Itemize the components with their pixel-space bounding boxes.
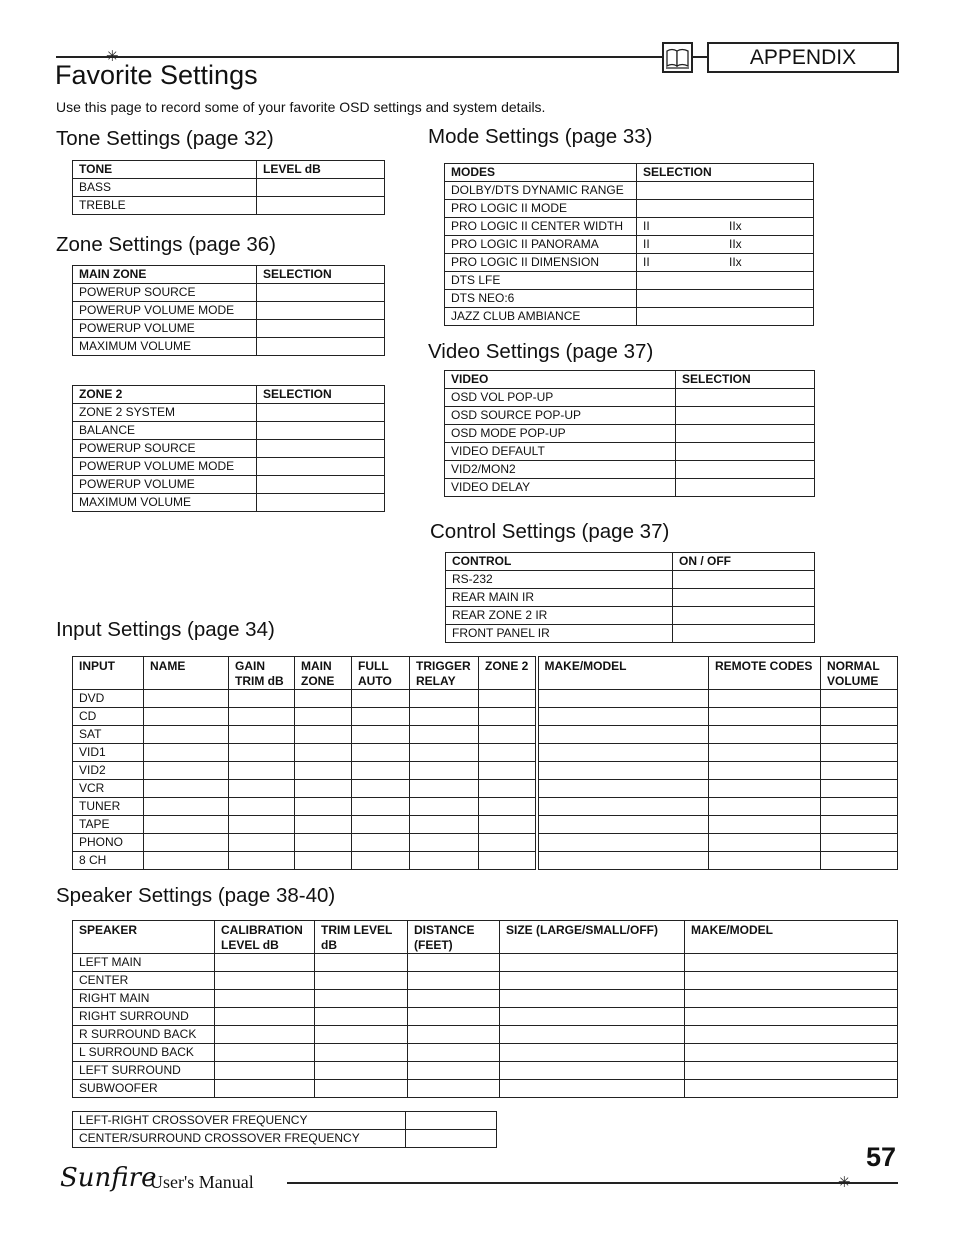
entry-cell	[257, 338, 385, 356]
entry-cell	[406, 1112, 497, 1130]
row-label: SAT	[73, 726, 144, 744]
mode-section-title: Mode Settings (page 33)	[428, 125, 653, 148]
table-row	[73, 1008, 898, 1026]
row-label: BASS	[73, 179, 257, 197]
table-header-row	[73, 657, 898, 690]
zone-section-title: Zone Settings (page 36)	[56, 233, 276, 256]
table-row	[445, 443, 815, 461]
table-row	[445, 182, 814, 200]
row-label: VID1	[73, 744, 144, 762]
table-row	[73, 458, 385, 476]
table-row	[445, 461, 815, 479]
control-table	[445, 552, 815, 643]
row-label: SUBWOOFER	[73, 1080, 215, 1098]
row-label: TUNER	[73, 798, 144, 816]
row-label: POWERUP VOLUME MODE	[73, 458, 257, 476]
column-header: SPEAKER	[73, 921, 215, 954]
table-row	[73, 197, 385, 215]
entry-cell	[406, 1130, 497, 1148]
entry-cell	[637, 308, 814, 326]
entry-cell	[637, 272, 814, 290]
page-number: 57	[866, 1142, 897, 1172]
table-header-row	[445, 164, 814, 182]
table-row	[73, 762, 898, 780]
table-row	[73, 1112, 497, 1130]
option-ii: II	[643, 219, 650, 233]
header-rule	[56, 56, 662, 58]
table-row	[446, 589, 815, 607]
row-label: POWERUP VOLUME	[73, 476, 257, 494]
intro-text: Use this page to record some of your favorite OSD settings and system details.	[56, 99, 546, 115]
row-label: OSD MODE POP-UP	[445, 425, 676, 443]
row-label: VID2/MON2	[445, 461, 676, 479]
table-row	[73, 1130, 497, 1148]
table-row	[73, 302, 385, 320]
table-row	[446, 607, 815, 625]
row-label: LEFT SURROUND	[73, 1062, 215, 1080]
option-cell	[637, 236, 814, 254]
header-rule-right	[693, 56, 707, 58]
table-row	[73, 834, 898, 852]
table-row	[445, 389, 815, 407]
entry-cell	[637, 182, 814, 200]
main-zone-table	[72, 265, 385, 356]
option-iix: IIx	[729, 255, 742, 269]
table-header-row	[73, 386, 385, 404]
row-label: BALANCE	[73, 422, 257, 440]
table-row	[446, 625, 815, 643]
column-header: VIDEO	[445, 371, 676, 389]
crossover-table	[72, 1111, 497, 1148]
tone-table	[72, 160, 385, 215]
mode-table	[444, 163, 814, 326]
row-label: DVD	[73, 690, 144, 708]
column-header: ON / OFF	[673, 553, 815, 571]
row-label: LEFT MAIN	[73, 954, 215, 972]
column-header: MODES	[445, 164, 637, 182]
row-label: TREBLE	[73, 197, 257, 215]
row-label: POWERUP SOURCE	[73, 440, 257, 458]
column-header: NORMAL VOLUME	[821, 657, 898, 690]
column-header: NAME	[144, 657, 229, 690]
entry-cell	[676, 443, 815, 461]
row-label: DOLBY/DTS DYNAMIC RANGE	[445, 182, 637, 200]
table-row	[73, 798, 898, 816]
row-label: POWERUP VOLUME MODE	[73, 302, 257, 320]
table-row	[445, 254, 814, 272]
entry-cell	[637, 200, 814, 218]
table-row	[73, 1080, 898, 1098]
row-label: REAR ZONE 2 IR	[446, 607, 673, 625]
table-row	[73, 990, 898, 1008]
option-cell	[637, 218, 814, 236]
row-label: DTS LFE	[445, 272, 637, 290]
entry-cell	[676, 425, 815, 443]
star-ornament: ✳	[838, 1174, 851, 1191]
column-header: GAIN TRIM dB	[229, 657, 295, 690]
entry-cell	[257, 440, 385, 458]
row-label: JAZZ CLUB AMBIANCE	[445, 308, 637, 326]
row-label: TAPE	[73, 816, 144, 834]
row-label: RIGHT SURROUND	[73, 1008, 215, 1026]
row-label: CENTER/SURROUND CROSSOVER FREQUENCY	[73, 1130, 406, 1148]
entry-cell	[257, 197, 385, 215]
option-iix: IIx	[729, 237, 742, 251]
column-header: REMOTE CODES	[709, 657, 821, 690]
table-row	[73, 284, 385, 302]
column-header: ZONE 2	[479, 657, 537, 690]
table-header-row	[73, 921, 898, 954]
video-section-title: Video Settings (page 37)	[428, 340, 654, 363]
row-label: FRONT PANEL IR	[446, 625, 673, 643]
table-row	[73, 726, 898, 744]
table-row	[73, 816, 898, 834]
brand-logo: Sunfire	[60, 1163, 157, 1193]
video-table	[444, 370, 815, 497]
column-header: SELECTION	[257, 266, 385, 284]
table-row	[73, 404, 385, 422]
entry-cell	[257, 422, 385, 440]
table-row	[73, 708, 898, 726]
entry-cell	[257, 404, 385, 422]
entry-cell	[257, 494, 385, 512]
column-header: LEVEL dB	[257, 161, 385, 179]
table-row	[73, 179, 385, 197]
column-header: SELECTION	[676, 371, 815, 389]
row-label: PHONO	[73, 834, 144, 852]
table-row	[73, 744, 898, 762]
input-table	[72, 656, 898, 870]
table-row	[445, 479, 815, 497]
entry-cell	[676, 389, 815, 407]
table-row	[445, 407, 815, 425]
table-header-row	[73, 161, 385, 179]
column-header: CONTROL	[446, 553, 673, 571]
entry-cell	[257, 179, 385, 197]
table-row	[445, 218, 814, 236]
manual-label: User's Manual	[150, 1172, 254, 1192]
table-row	[73, 1044, 898, 1062]
speaker-section-title: Speaker Settings (page 38-40)	[56, 884, 336, 907]
zone2-table	[72, 385, 385, 512]
option-ii: II	[643, 237, 650, 251]
table-row	[73, 852, 898, 870]
row-label: PRO LOGIC II PANORAMA	[445, 236, 637, 254]
row-label: PRO LOGIC II MODE	[445, 200, 637, 218]
entry-cell	[257, 284, 385, 302]
row-label: 8 CH	[73, 852, 144, 870]
column-header: SELECTION	[637, 164, 814, 182]
table-header-row	[446, 553, 815, 571]
option-iix: IIx	[729, 219, 742, 233]
row-label: R SURROUND BACK	[73, 1026, 215, 1044]
column-header: TONE	[73, 161, 257, 179]
column-header: MAKE/MODEL	[537, 657, 709, 690]
table-row	[445, 272, 814, 290]
row-label: LEFT-RIGHT CROSSOVER FREQUENCY	[73, 1112, 406, 1130]
entry-cell	[257, 320, 385, 338]
row-label: ZONE 2 SYSTEM	[73, 404, 257, 422]
table-row	[73, 1062, 898, 1080]
table-row	[73, 954, 898, 972]
row-label: CENTER	[73, 972, 215, 990]
table-row	[445, 308, 814, 326]
tone-section-title: Tone Settings (page 32)	[56, 127, 274, 150]
entry-cell	[673, 589, 815, 607]
row-label: REAR MAIN IR	[446, 589, 673, 607]
column-header: MAIN ZONE	[295, 657, 352, 690]
column-header: CALIBRATION LEVEL dB	[215, 921, 315, 954]
row-label: MAXIMUM VOLUME	[73, 338, 257, 356]
entry-cell	[676, 479, 815, 497]
table-row	[73, 1026, 898, 1044]
row-label: VIDEO DEFAULT	[445, 443, 676, 461]
star-ornament: ✳	[106, 48, 119, 65]
row-label: VIDEO DELAY	[445, 479, 676, 497]
entry-cell	[257, 458, 385, 476]
table-row	[73, 690, 898, 708]
table-row	[73, 338, 385, 356]
row-label: CD	[73, 708, 144, 726]
column-header: INPUT	[73, 657, 144, 690]
row-label: MAXIMUM VOLUME	[73, 494, 257, 512]
column-header: FULL AUTO	[352, 657, 410, 690]
option-cell	[637, 254, 814, 272]
table-row	[73, 494, 385, 512]
entry-cell	[257, 476, 385, 494]
book-icon	[662, 42, 693, 73]
column-header: TRIGGER RELAY	[410, 657, 479, 690]
table-row	[73, 972, 898, 990]
column-header: SELECTION	[257, 386, 385, 404]
row-label: DTS NEO:6	[445, 290, 637, 308]
footer-rule	[287, 1182, 898, 1184]
table-header-row	[73, 266, 385, 284]
row-label: OSD SOURCE POP-UP	[445, 407, 676, 425]
table-row	[73, 440, 385, 458]
table-row	[445, 425, 815, 443]
row-label: PRO LOGIC II DIMENSION	[445, 254, 637, 272]
table-row	[445, 290, 814, 308]
section-label: APPENDIX	[707, 42, 899, 73]
table-row	[445, 236, 814, 254]
entry-cell	[637, 290, 814, 308]
column-header: MAIN ZONE	[73, 266, 257, 284]
entry-cell	[673, 607, 815, 625]
table-row	[446, 571, 815, 589]
row-label: VCR	[73, 780, 144, 798]
column-header: SIZE (LARGE/SMALL/OFF)	[500, 921, 685, 954]
table-header-row	[445, 371, 815, 389]
column-header: DISTANCE (FEET)	[408, 921, 500, 954]
entry-cell	[676, 407, 815, 425]
row-label: OSD VOL POP-UP	[445, 389, 676, 407]
table-row	[73, 422, 385, 440]
entry-cell	[673, 625, 815, 643]
speaker-table	[72, 920, 898, 1098]
control-section-title: Control Settings (page 37)	[430, 520, 670, 543]
table-row	[73, 780, 898, 798]
page-title: Favorite Settings	[55, 60, 258, 90]
column-header: ZONE 2	[73, 386, 257, 404]
input-section-title: Input Settings (page 34)	[56, 618, 275, 641]
table-row	[73, 320, 385, 338]
row-label: VID2	[73, 762, 144, 780]
entry-cell	[676, 461, 815, 479]
entry-cell	[673, 571, 815, 589]
column-header: MAKE/MODEL	[685, 921, 898, 954]
entry-cell	[257, 302, 385, 320]
table-row	[73, 476, 385, 494]
column-header: TRIM LEVEL dB	[315, 921, 408, 954]
row-label: POWERUP SOURCE	[73, 284, 257, 302]
row-label: PRO LOGIC II CENTER WIDTH	[445, 218, 637, 236]
row-label: L SURROUND BACK	[73, 1044, 215, 1062]
table-row	[445, 200, 814, 218]
row-label: POWERUP VOLUME	[73, 320, 257, 338]
row-label: RIGHT MAIN	[73, 990, 215, 1008]
option-ii: II	[643, 255, 650, 269]
row-label: RS-232	[446, 571, 673, 589]
